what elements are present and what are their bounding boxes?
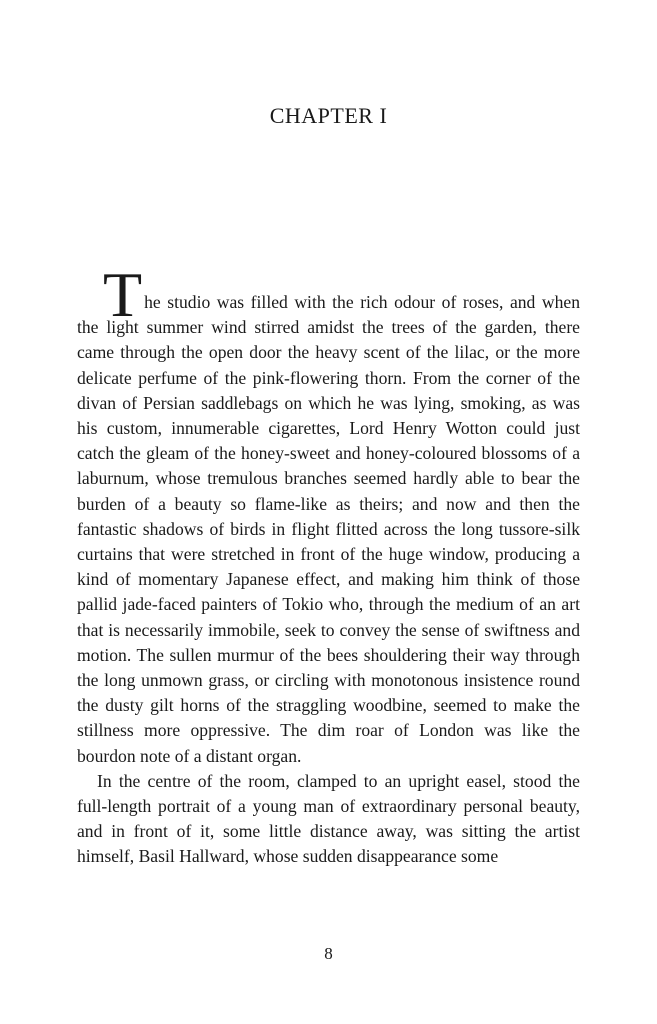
paragraph-second: In the centre of the room, clamped to an upright easel, stood the full-length portrait of a young man of extraordinary personal beauty, and in front of it, some little distance away, was sitting the artist himself, Basil Hallward, whose sudden disappearance some	[77, 770, 580, 867]
drop-cap: T	[103, 259, 143, 330]
page-number: 8	[324, 944, 333, 963]
chapter-title: CHAPTER I	[269, 103, 388, 128]
paragraph-first-text: he studio was filled with the rich odour of roses, and when the light summer wind stirred amidst the trees of the garden, there came through the open door the heavy scent of the lilac, or the more delicate perfume of the pink-flowering thorn. From the corner of the divan of Persian saddlebags on which he was lying, smoking, as was his custom, innumerable cigarettes, Lord Henry Wotton could just catch the gleam of the honey-sweet and honey-coloured blossoms of a laburnum, whose tremulous branches seemed hardly able to bear the burden of a beauty so flame-like as theirs; and now and then the fantastic shadows of birds in flight flitted across the long tussore-silk curtains that were stretched in front of the huge window, producing a kind of momentary Japanese effect, and making him think of those pallid jade-faced painters of Tokio who, through the medium of an art that is necessarily immobile, seek to convey the sense of swiftness and motion. The sullen murmur of the bees shouldering their way through the long unmown grass, or circling with monotonous insistence round the dusty gilt horns of the straggling woodbine, seemed to make the stillness more oppressive. The dim roar of London was like the bourdon note of a distant organ.	[77, 292, 580, 766]
chapter-body	[77, 259, 580, 870]
paragraph-first	[77, 259, 580, 769]
